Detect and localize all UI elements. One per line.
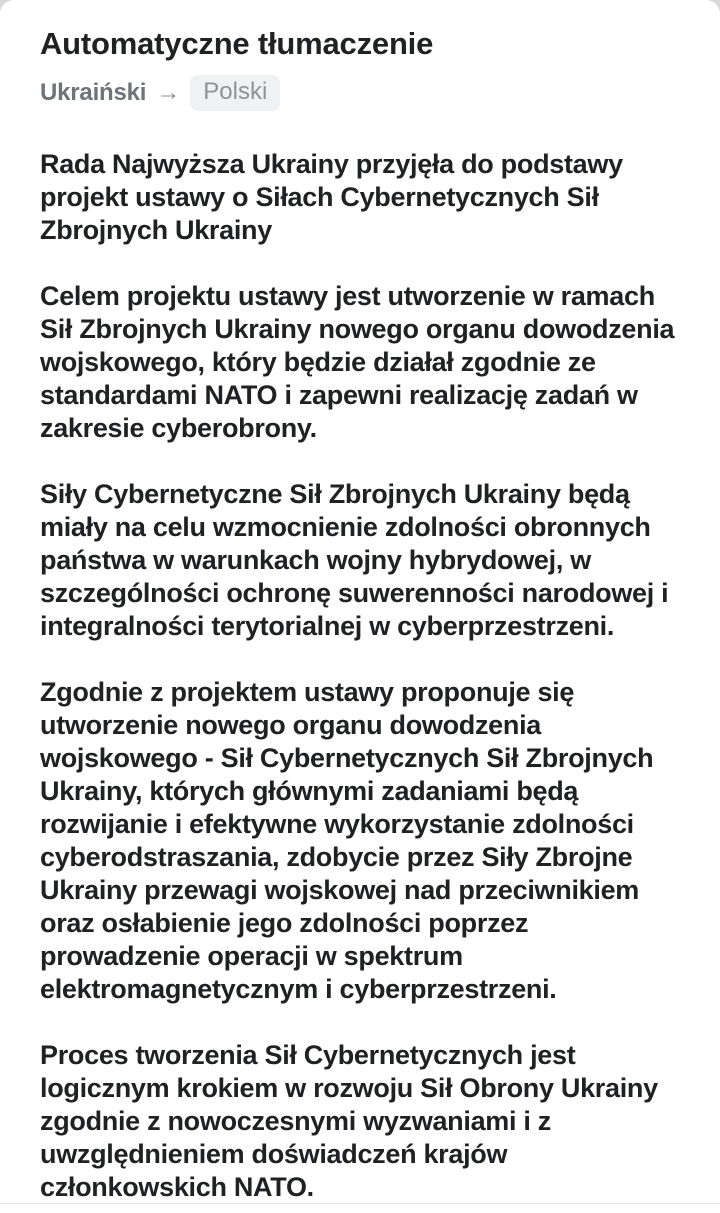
target-language-chip[interactable]: Polski bbox=[190, 75, 280, 111]
article-body bbox=[40, 148, 685, 1204]
page-title: Automatyczne tłumaczenie bbox=[40, 26, 434, 61]
bottom-divider bbox=[0, 1203, 720, 1204]
paragraph: Celem projektu ustawy jest utworzenie w ramach Sił Zbrojnych Ukrainy nowego organu dowodzenia wojskowego, który będzie działał zgodnie ze standardami NATO i zapewni realizację zadań w zakresie cyberobrony. bbox=[40, 280, 675, 443]
arrow-right-icon: → bbox=[156, 78, 181, 106]
paragraph: Zgodnie z projektem ustawy proponuje się utworzenie nowego organu dowodzenia wojskowego - Sił Cybernetycznych Sił Zbrojnych Ukrainy, których głównymi zadaniami będą rozwijanie i efektywne wykorzystanie zdolności cyberodstraszania, zdobycie przez Siły Zbrojne Ukrainy przewagi wojskowej nad przeciwnikiem oraz osłabienie jego zdolności poprzez prowadzenie operacji w spektrum elektromagnetycznym i cyberprzestrzeni. bbox=[40, 676, 654, 1004]
paragraph: Rada Najwyższa Ukrainy przyjęła do podstawy projekt ustawy o Siłach Cybernetycznych Sił Zbrojnych Ukrainy bbox=[40, 148, 623, 245]
source-language-label: Ukraiński bbox=[40, 78, 147, 106]
paragraph: Proces tworzenia Sił Cybernetycznych jest logicznym krokiem w rozwoju Sił Obrony Ukrainy zgodnie z nowoczesnymi wyzwaniami i z uwzględnieniem doświadczeń krajów członkowskich NATO. bbox=[40, 1039, 658, 1202]
language-row bbox=[40, 75, 682, 111]
paragraph: Siły Cybernetyczne Sił Zbrojnych Ukrainy będą miały na celu wzmocnienie zdolności obronnych państwa w warunkach wojny hybrydowej, w szczególności ochronę suwerenności narodowej i integralności terytorialnej w cyberprzestrzeni. bbox=[40, 478, 669, 641]
